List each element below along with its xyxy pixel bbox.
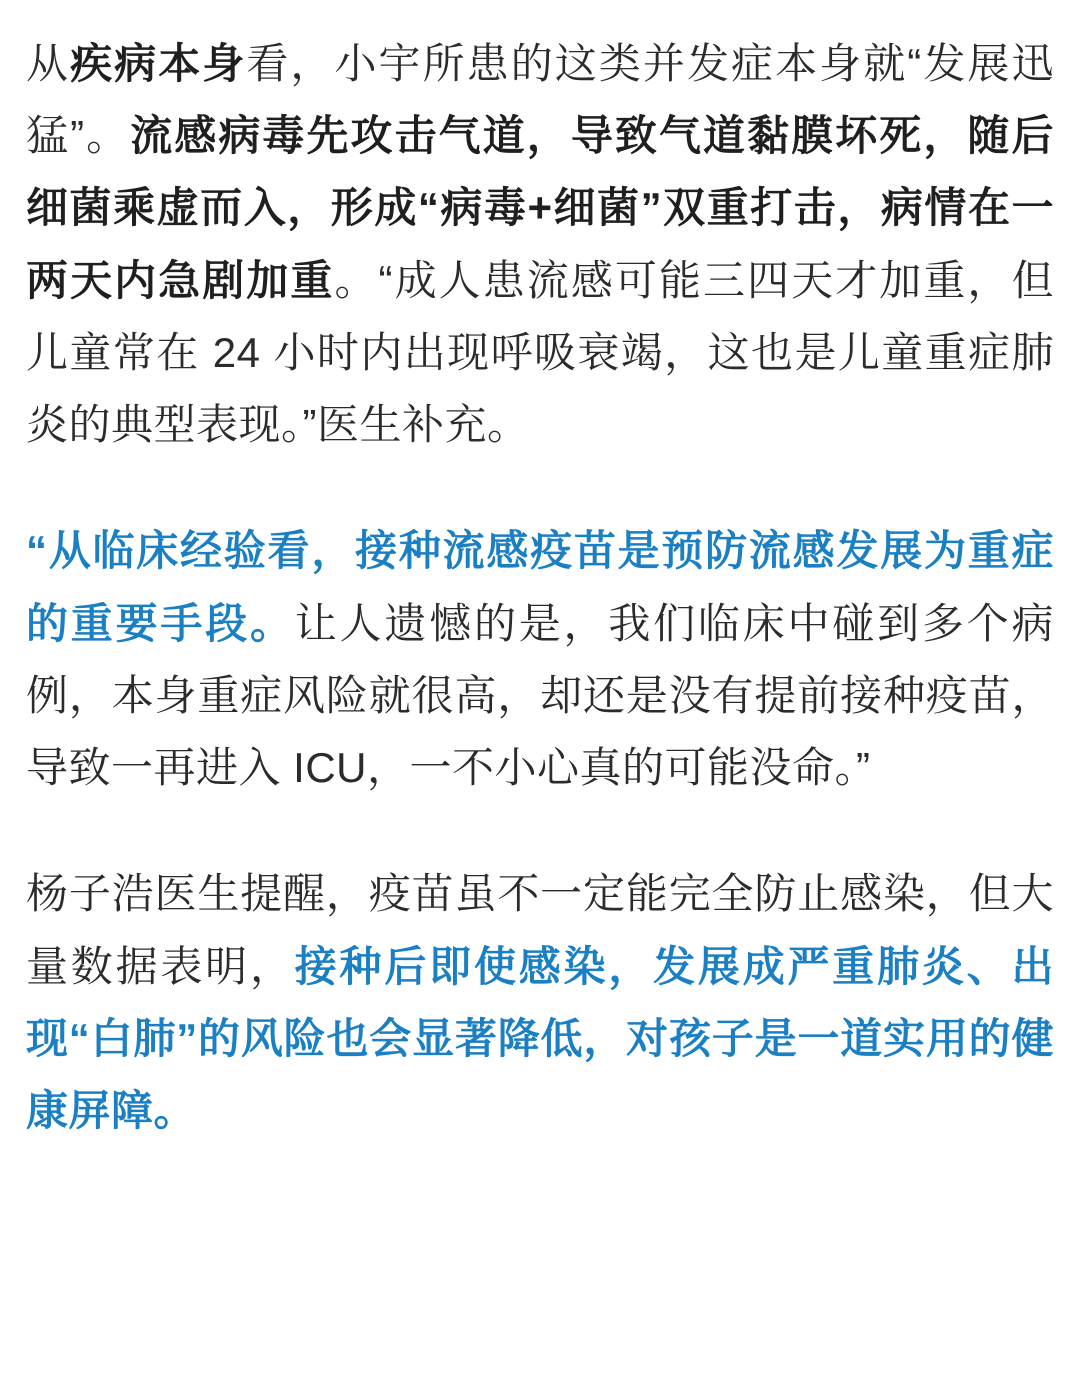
paragraph-2 (26, 515, 1054, 804)
text-run: 让人遗憾的是，我们临床中碰到多个病例，本身重症风险就很高，却还是没有提前接种疫苗，导致一再进入 ICU，一不小心真的可能没命。” (26, 599, 1054, 792)
text-run: 疾病本身 (70, 40, 247, 87)
text-run: 从 (26, 40, 71, 87)
paragraph-3 (26, 858, 1054, 1147)
paragraph-1 (26, 28, 1054, 461)
text-run: “ (26, 527, 48, 575)
text-run: 流感病毒先攻击气道，导致气道黏膜坏死，随后细菌乘虚而入，形成“病毒+细菌”双重打击，病情在一两天内急剧加重 (26, 112, 1054, 304)
text-run: 从临床经验看，接种流感疫苗是预防流感发展为重症的重要手段。 (26, 527, 1054, 647)
text-run: 看，小宇所患的这类并发症本身就“发展迅猛”。 (26, 40, 1054, 160)
text-run: 。“成人患流感可能三四天才加重，但儿童常在 24 小时内出现呼吸衰竭，这也是儿童重症肺炎的典型表现。”医生补充。 (26, 256, 1054, 449)
text-run: 接种后即使感染，发展成严重肺炎、出现“白肺”的风险也会显著降低，对孩子是一道实用的健康屏障。 (26, 942, 1054, 1135)
text-run: 杨子浩医生提醒，疫苗虽不一定能完全防止感染，但大量数据表明， (26, 870, 1054, 990)
